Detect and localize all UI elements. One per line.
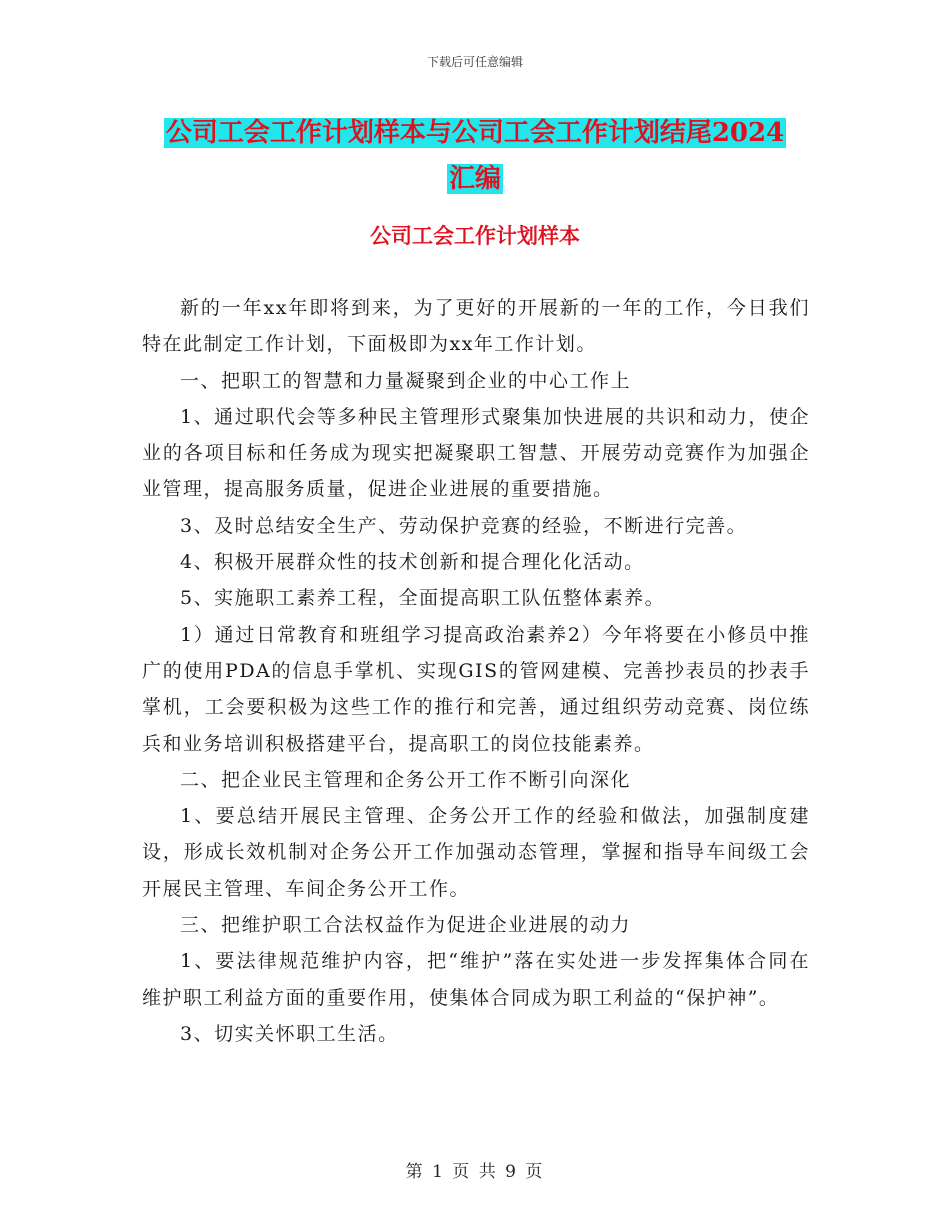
paragraph: 3、及时总结安全生产、劳动保护竞赛的经验，不断进行完善。 [180,514,748,537]
paragraph: 5、实施职工素养工程，全面提高职工队伍整体素养。 [180,587,666,610]
paragraph: 4、积极开展群众性的技术创新和提合理化化活动。 [180,551,645,574]
paragraph: 1、要总结开展民主管理、企务公开工作的经验和做法，加强制度建设，形成长效机制对企务公开工作加强动态管理，掌握和指导车间级工会开展民主管理、车间企务公开工作。 [142,805,810,900]
document-title-line-2: 汇编 [448,164,501,194]
document-title-line-1: 公司工会工作计划样本与公司工会工作计划结尾2024 [165,118,785,148]
paragraph: 1）通过日常教育和班组学习提高政治素养2）今年将要在小修员中推广的使用PDA的信息手掌机、实现GIS的管网建模、完善抄表员的抄表手掌机，工会要积极为这些工作的推行和完善，通过组织劳动竞赛、岗位练兵和业务培训积极搭建平台，提高职工的岗位技能素养。 [142,623,810,755]
paragraph: 1、要法律规范维护内容，把“维护”落在实处进一步发挥集体合同在维护职工利益方面的重要作用，使集体合同成为职工利益的“保护神”。 [142,950,810,1009]
paragraph: 二、把企业民主管理和企务公开工作不断引向深化 [180,768,632,791]
paragraph: 一、把职工的智慧和力量凝聚到企业的中心工作上 [180,369,632,392]
paragraph: 三、把维护职工合法权益作为促进企业进展的动力 [180,914,632,937]
body-text [142,290,810,1052]
paragraph: 新的一年xx年即将到来，为了更好的开展新的一年的工作，今日我们特在此制定工作计划，下面极即为xx年工作计划。 [142,297,810,356]
page-footer: 第 1 页 共 9 页 [405,1162,545,1182]
paragraph: 3、切实关怀职工生活。 [180,1022,399,1045]
paragraph: 1、通过职代会等多种民主管理形式聚集加快进展的共识和动力，使企业的各项目标和任务成为现实把凝聚职工智慧、开展劳动竞赛作为加强企业管理，提高服务质量，促进企业进展的重要措施。 [142,405,810,501]
section-title: 公司工会工作计划样本 [370,223,580,248]
header-note: 下载后可任意编辑 [426,55,523,69]
document-title [140,110,810,202]
